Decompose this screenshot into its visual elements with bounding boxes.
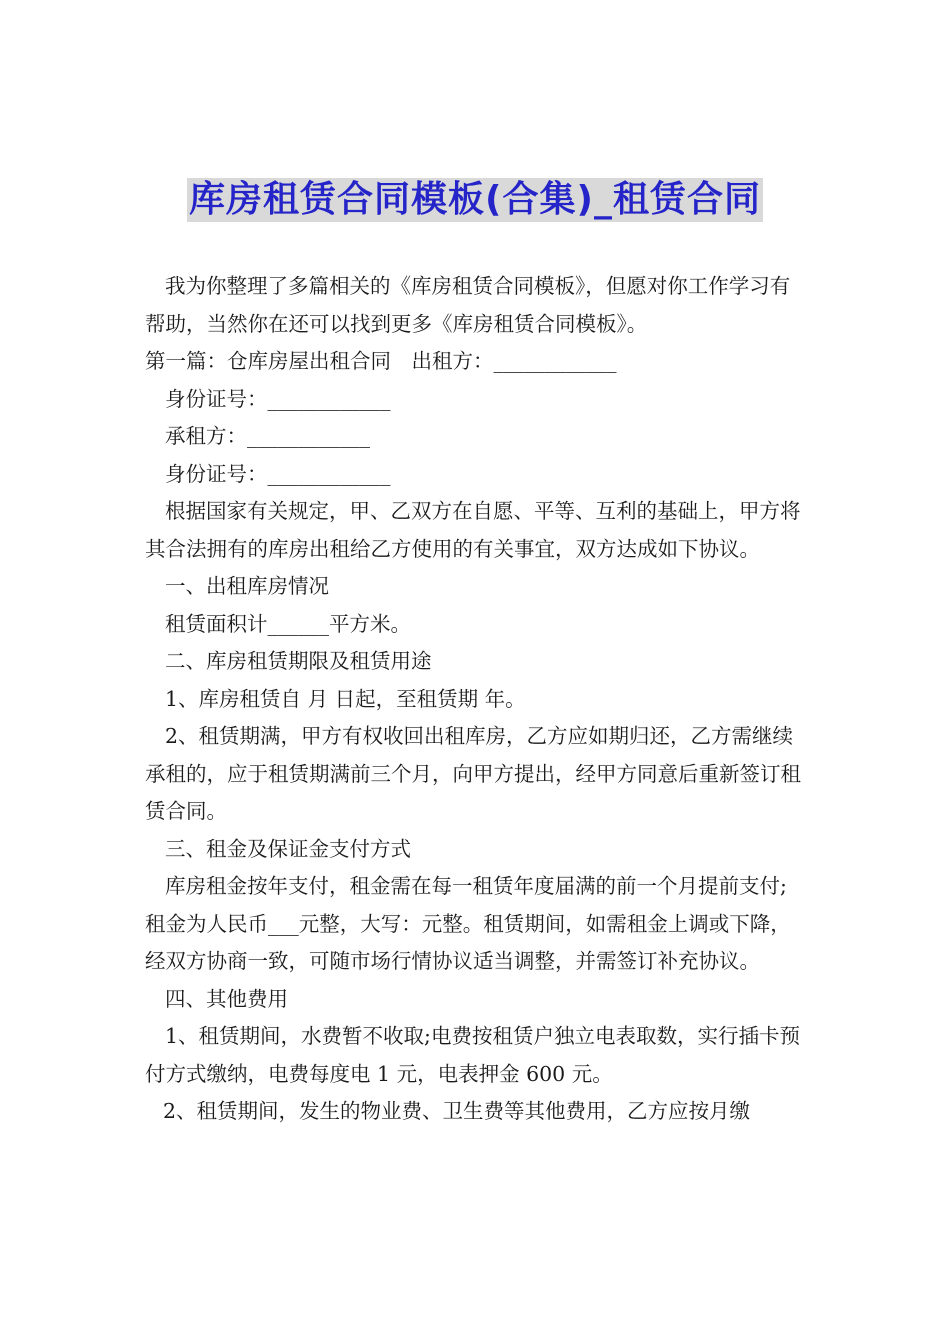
paragraph-term-2: 2、租赁期满，甲方有权收回出租库房，乙方应如期归还，乙方需继续承租的，应于租赁期满前三个月，向甲方提出，经甲方同意后重新签订租赁合同。 bbox=[145, 724, 801, 823]
document-body bbox=[145, 268, 805, 1131]
section-heading-2: 二、库房租赁期限及租赁用途 bbox=[165, 649, 432, 673]
section-heading-4: 四、其他费用 bbox=[165, 986, 288, 1011]
document-title: 库房租赁合同模板(合集)_租赁合同 bbox=[189, 179, 761, 220]
paragraph-preamble: 根据国家有关规定，甲、乙双方在自愿、平等、互利的基础上，甲方将其合法拥有的库房出租给乙方使用的有关事宜，双方达成如下协议。 bbox=[145, 499, 801, 561]
paragraph-area: 租赁面积计______平方米。 bbox=[165, 611, 411, 636]
paragraph-rent: 库房租金按年支付，租金需在每一租赁年度届满的前一个月提前支付;租金为人民币___元整，大写：元整。租赁期间，如需租金上调或下降，经双方协商一致，可随市场行情协议适当调整，并需签订补充协议。 bbox=[145, 874, 791, 973]
paragraph-intro: 我为你整理了多篇相关的《库房租赁合同模板》，但愿对你工作学习有帮助，当然你在还可以找到更多《库房租赁合同模板》。 bbox=[145, 274, 791, 336]
paragraph-lessor: 第一篇：仓库房屋出租合同 出租方：____________ bbox=[145, 349, 617, 373]
section-heading-1: 一、出租库房情况 bbox=[165, 574, 329, 598]
paragraph-lessor-id: 身份证号：____________ bbox=[165, 386, 391, 411]
paragraph-lessee: 承租方：____________ bbox=[165, 424, 370, 448]
paragraph-fees-2: 2、租赁期间，发生的物业费、卫生费等其他费用，乙方应按月缴 bbox=[163, 1099, 751, 1123]
section-heading-3: 三、租金及保证金支付方式 bbox=[165, 836, 411, 861]
title-container bbox=[0, 178, 950, 222]
paragraph-fees-1: 1、租赁期间，水费暂不收取;电费按租赁户独立电表取数，实行插卡预付方式缴纳，电费每度电 1 元，电表押金 600 元。 bbox=[145, 1024, 800, 1086]
paragraph-term-1: 1、库房租赁自 月 日起，至租赁期 年。 bbox=[165, 686, 526, 711]
paragraph-lessee-id: 身份证号：____________ bbox=[165, 461, 391, 486]
